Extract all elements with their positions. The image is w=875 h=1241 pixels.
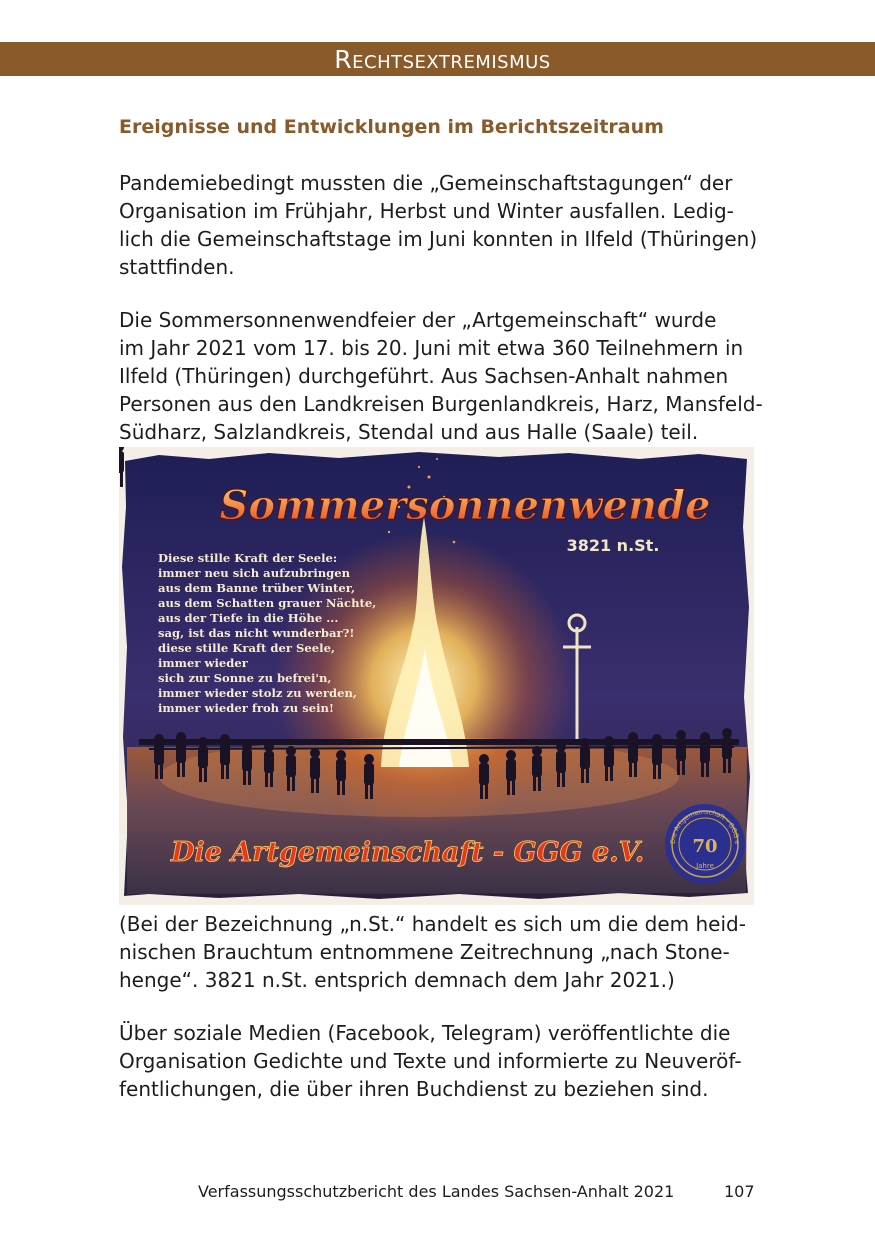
- text-line: fentlichungen, die über ihren Buchdienst zu beziehen sind.: [119, 1077, 709, 1101]
- text-line: Ilfeld (Thüringen) durchgeführt. Aus Sachsen-Anhalt nahmen: [119, 364, 729, 388]
- page-number: 107: [724, 1182, 755, 1201]
- poem-line: aus dem Banne trüber Winter,: [158, 581, 356, 595]
- poem-line: immer wieder stolz zu werden,: [158, 686, 357, 700]
- organization-name: Die Artgemeinschaft - GGG e.V.: [171, 837, 645, 868]
- paragraph-nst-explanation: [119, 910, 769, 994]
- text-line: Personen aus den Landkreisen Burgenlandkreis, Harz, Mansfeld-: [119, 392, 763, 416]
- seal-number: 70: [692, 836, 718, 857]
- poem-line: aus der Tiefe in die Höhe ...: [158, 611, 339, 625]
- poem-line: sag, ist das nicht wunderbar?!: [158, 626, 355, 640]
- section-heading: Ereignisse und Entwicklungen im Berichtszeitraum: [119, 116, 664, 138]
- text-line: henge“. 3821 n.St. entsprich demnach dem Jahr 2021.): [119, 968, 675, 992]
- poem-line: immer wieder froh zu sein!: [158, 701, 335, 715]
- text-line: Über soziale Medien (Facebook, Telegram) veröffentlichte die: [119, 1021, 731, 1045]
- text-line: Organisation Gedichte und Texte und informierte zu Neuveröf-: [119, 1049, 742, 1073]
- seal-ring-text: Die Artgemeinschaft - GGG e: [668, 807, 742, 845]
- chapter-title: Rechtsextremismus: [334, 44, 551, 74]
- text-line: Die Sommersonnenwendfeier der „Artgemeinschaft“ wurde: [119, 308, 717, 332]
- solstice-poster-figure: [119, 447, 754, 905]
- text-line: nischen Brauchtum entnommene Zeitrechnung „nach Stone-: [119, 940, 730, 964]
- text-line: Pandemiebedingt mussten die „Gemeinschaftstagungen“ der: [119, 171, 733, 195]
- seal-label: Jahre: [696, 862, 714, 870]
- paragraph-sommersonnenwende: [119, 306, 769, 446]
- poem-line: sich zur Sonne zu befrei'n,: [158, 671, 332, 685]
- poem-line: immer neu sich aufzubringen: [158, 566, 351, 580]
- paragraph-gemeinschaftstagungen: [119, 169, 769, 281]
- text-line: im Jahr 2021 vom 17. bis 20. Juni mit etwa 360 Teilnehmern in: [119, 336, 744, 360]
- text-line: stattfinden.: [119, 255, 235, 279]
- footer-publication-title: Verfassungsschutzbericht des Landes Sachsen-Anhalt 2021: [198, 1182, 675, 1201]
- text-line: Südharz, Salzlandkreis, Stendal und aus Halle (Saale) teil.: [119, 420, 699, 444]
- poster-illustration: [119, 447, 754, 905]
- poster-date: 3821 n.St.: [566, 536, 660, 555]
- text-line: (Bei der Bezeichnung „n.St.“ handelt es sich um die dem heid-: [119, 912, 746, 936]
- poem-line: Diese stille Kraft der Seele:: [158, 551, 338, 565]
- poster-title: Sommersonnenwende: [219, 482, 711, 529]
- poem-block: [158, 551, 376, 715]
- poem-line: immer wieder: [158, 656, 248, 670]
- header-bar: [0, 42, 875, 76]
- poem-line: aus dem Schatten grauer Nächte,: [158, 596, 377, 610]
- text-line: lich die Gemeinschaftstage im Juni konnten in Ilfeld (Thüringen): [119, 227, 758, 251]
- poem-line: diese stille Kraft der Seele,: [158, 641, 335, 655]
- paragraph-social-media: [119, 1019, 769, 1103]
- text-line: Organisation im Frühjahr, Herbst und Winter ausfallen. Ledig-: [119, 199, 734, 223]
